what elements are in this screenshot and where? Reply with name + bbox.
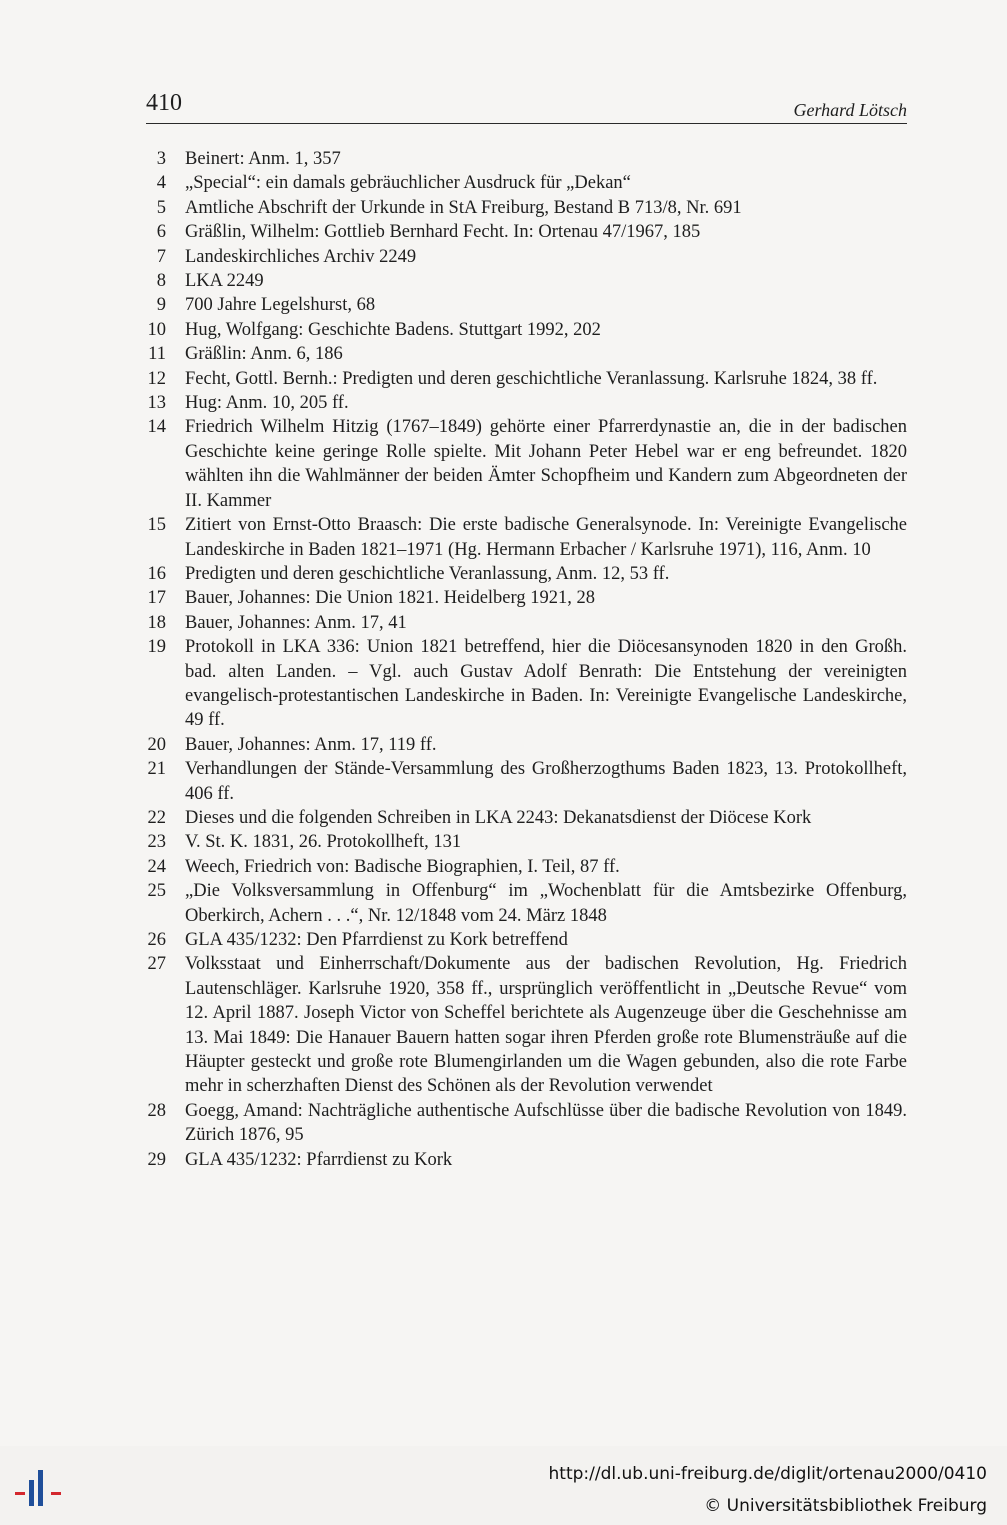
endnote-text: „Die Volksversammlung in Offenburg“ im „Wochenblatt für die Amtsbezirke Offenburg, Oberkirch, Achern . . .“, Nr. 12/1848 vom 24. März 1848 [185, 881, 907, 926]
endnote-number: 9 [156, 295, 166, 316]
header-rule [146, 123, 907, 124]
endnote-item [140, 855, 907, 879]
endnote-number: 28 [147, 1100, 166, 1121]
endnote-item [140, 196, 907, 220]
endnote-item [140, 1099, 907, 1148]
endnote-item [140, 562, 907, 586]
endnote-text: „Special“: ein damals gebräuchlicher Ausdruck für „Dekan“ [185, 173, 631, 194]
endnote-text: Predigten und deren geschichtliche Veranlassung, Anm. 12, 53 ff. [185, 563, 670, 584]
library-logo-icon [12, 1466, 64, 1510]
page-number: 410 [146, 90, 182, 116]
endnote-text: Hug, Wolfgang: Geschichte Badens. Stuttgart 1992, 202 [185, 319, 601, 340]
endnote-number: 6 [156, 222, 166, 243]
endnote-number: 17 [147, 588, 166, 609]
endnote-text: Dieses und die folgenden Schreiben in LKA 2243: Dekanatsdienst der Diöcese Kork [185, 807, 812, 828]
endnote-text: Bauer, Johannes: Anm. 17, 41 [185, 612, 407, 633]
endnote-number: 23 [147, 832, 166, 853]
copyright-notice: © Universitätsbibliothek Freiburg [704, 1496, 987, 1516]
endnote-number: 21 [147, 759, 166, 780]
endnote-number: 18 [147, 612, 166, 633]
footer-bar [0, 1446, 1007, 1525]
endnote-text: Goegg, Amand: Nachträgliche authentische Aufschlüsse über die badische Revolution von 1849. Zürich 1876, 95 [185, 1100, 907, 1146]
endnote-number: 20 [147, 734, 166, 755]
endnote-text: 700 Jahre Legelshurst, 68 [185, 295, 376, 316]
endnotes-list [140, 147, 907, 1172]
endnote-text: Gräßlin, Wilhelm: Gottlieb Bernhard Fecht. In: Ortenau 47/1967, 185 [185, 222, 701, 243]
endnote-item [140, 1148, 907, 1172]
endnote-number: 12 [147, 368, 166, 389]
endnote-text: Weech, Friedrich von: Badische Biographien, I. Teil, 87 ff. [185, 856, 620, 877]
endnote-number: 15 [147, 515, 166, 536]
endnote-item [140, 928, 907, 952]
endnote-number: 5 [156, 197, 166, 218]
endnote-number: 29 [147, 1149, 166, 1170]
endnote-number: 11 [148, 344, 166, 365]
endnote-item [140, 293, 907, 317]
endnote-number: 22 [147, 807, 166, 828]
endnote-text: V. St. K. 1831, 26. Protokollheft, 131 [185, 832, 462, 853]
endnote-text: Bauer, Johannes: Anm. 17, 119 ff. [185, 734, 437, 755]
permalink-url[interactable]: http://dl.ub.uni-freiburg.de/diglit/ortenau2000/0410 [548, 1464, 987, 1484]
endnote-text: Beinert: Anm. 1, 357 [185, 149, 341, 169]
endnote-item [140, 952, 907, 1098]
page-header [146, 88, 907, 124]
running-head-author: Gerhard Lötsch [793, 100, 907, 120]
endnote-item [140, 391, 907, 415]
endnote-item [140, 367, 907, 391]
endnote-text: Zitiert von Ernst-Otto Braasch: Die erste badische Generalsynode. In: Vereinigte Evangelische Landeskirche in Baden 1821–1971 (Hg. Hermann Erbacher / Karlsruhe 1971), 116, Anm. 10 [185, 515, 907, 560]
endnote-number: 7 [156, 246, 166, 267]
endnote-item [140, 757, 907, 806]
endnote-item [140, 220, 907, 244]
endnote-number: 27 [147, 954, 166, 975]
endnote-text: Amtliche Abschrift der Urkunde in StA Freiburg, Bestand B 713/8, Nr. 691 [185, 197, 742, 218]
endnote-number: 14 [147, 417, 166, 438]
endnote-number: 13 [147, 393, 166, 414]
endnote-number: 24 [147, 856, 166, 877]
endnote-text: Protokoll in LKA 336: Union 1821 betreffend, hier die Diöcesansynoden 1820 in den Großh. bad. alten Landen. – Vgl. auch Gustav Adolf Benrath: Die Entstehung der vereinigten evangelisch-protestantischen Landeskirche in Baden. In: Vereinigte Evangelische Landeskirche, 49 ff. [185, 637, 907, 731]
endnote-text: Friedrich Wilhelm Hitzig (1767–1849) gehörte einer Pfarrerdynastie an, die in der badischen Geschichte keine geringe Rolle spielte. Mit Johann Peter Hebel war er eng befreundet. 1820 wählten ihn die Wahlmänner der beiden Ämter Schopfheim und Kandern zum Abgeordneten der II. Kammer [185, 417, 907, 511]
endnote-item [140, 147, 907, 171]
endnote-item [140, 733, 907, 757]
endnote-item [140, 879, 907, 928]
endnote-item [140, 269, 907, 293]
endnote-number: 8 [156, 271, 166, 292]
endnote-item [140, 342, 907, 366]
endnote-item [140, 513, 907, 562]
endnote-number: 10 [147, 319, 166, 340]
endnote-item [140, 611, 907, 635]
endnote-item [140, 245, 907, 269]
endnote-text: Gräßlin: Anm. 6, 186 [185, 344, 343, 365]
endnote-text: Volksstaat und Einherrschaft/Dokumente aus der badischen Revolution, Hg. Friedrich Lautenschläger. Karlsruhe 1920, 358 ff., ursprünglich veröffentlicht in „Deutsche Revue“ vom 12. April 1887. Joseph Victor von Scheffel berichtete als Augenzeuge über die Geschehnisse am 13. Mai 1849: Die Hanauer Bauern hatten sogar ihren Pferden große rote Blumensträuße auf die Häupter gesteckt und große rote Blumengirlanden um die Wagen gebunden, also die rote Farbe mehr in scherzhaften Dienst des Schönen als der Revolution verwendet [185, 954, 907, 1097]
endnote-item [140, 586, 907, 610]
endnote-number: 4 [156, 173, 166, 194]
endnote-text: Hug: Anm. 10, 205 ff. [185, 393, 349, 414]
endnote-text: Landeskirchliches Archiv 2249 [185, 246, 417, 267]
endnote-item [140, 415, 907, 513]
endnote-text: GLA 435/1232: Den Pfarrdienst zu Kork betreffend [185, 930, 568, 950]
endnote-item [140, 318, 907, 342]
endnote-number: 26 [147, 930, 166, 950]
endnote-item [140, 830, 907, 854]
endnote-text: Fecht, Gottl. Bernh.: Predigten und deren geschichtliche Veranlassung. Karlsruhe 1824, 38 ff. [185, 368, 878, 389]
endnote-number: 3 [156, 149, 166, 169]
endnote-item [140, 635, 907, 733]
endnote-item [140, 171, 907, 195]
endnote-text: LKA 2249 [185, 271, 264, 292]
endnote-text: Bauer, Johannes: Die Union 1821. Heidelberg 1921, 28 [185, 588, 595, 609]
endnote-number: 16 [147, 563, 166, 584]
endnote-number: 25 [147, 881, 166, 902]
endnote-number: 19 [147, 637, 166, 658]
endnote-text: Verhandlungen der Stände-Versammlung des Großherzogthums Baden 1823, 13. Protokollheft, 406 ff. [185, 759, 907, 804]
endnote-text: GLA 435/1232: Pfarrdienst zu Kork [185, 1149, 453, 1170]
endnote-item [140, 806, 907, 830]
